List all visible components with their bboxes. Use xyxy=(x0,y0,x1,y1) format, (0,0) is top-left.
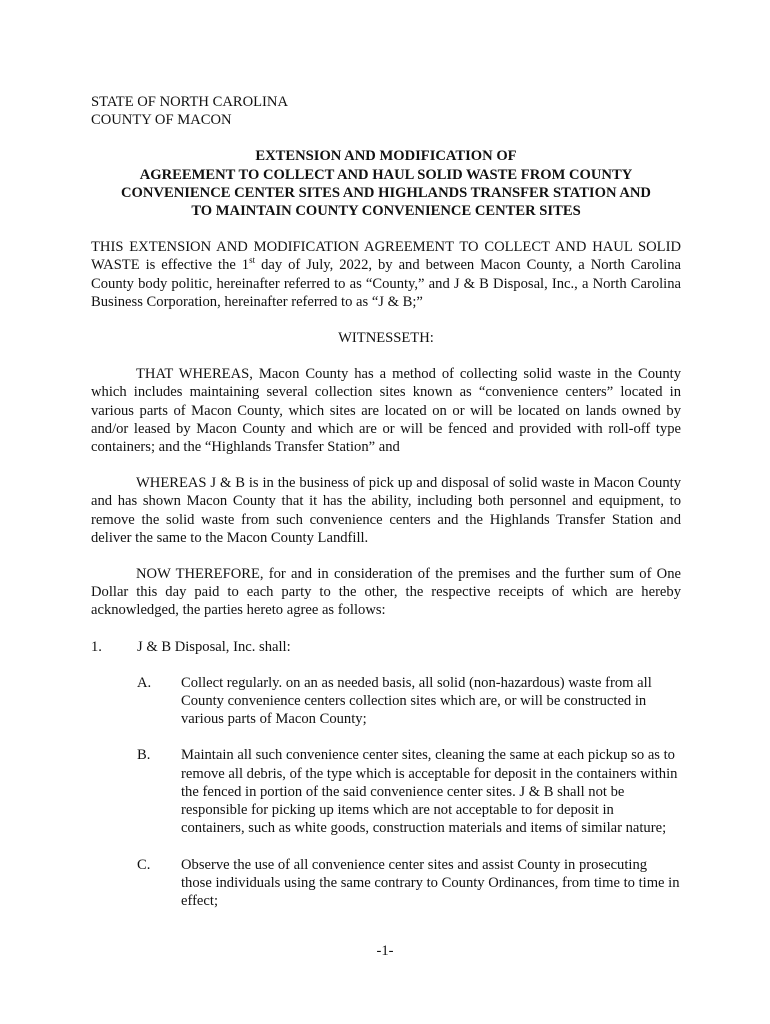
witnesseth-heading: WITNESSETH: xyxy=(338,330,434,347)
state-line: STATE OF NORTH CAROLINA xyxy=(91,94,288,110)
title-line-4: TO MAINTAIN COUNTY CONVENIENCE CENTER SITES xyxy=(191,203,581,220)
item-number: 1. xyxy=(91,638,102,655)
jurisdiction-header xyxy=(91,93,681,129)
subitem-text: Collect regularly. on an as needed basis, all solid (non-hazardous) waste from all County convenience centers collection sites which are, or will be constructed in various parts of Macon County; xyxy=(181,674,652,728)
intro-text-part1: THIS EXTENSION AND MODIFICATION AGREEMENT TO COLLECT AND HAUL SOLID WASTE is effective the 1 xyxy=(91,239,681,274)
whereas-paragraph-2: WHEREAS J & B is in the business of pick up and disposal of solid waste in Macon County and has shown Macon County that it has the ability, including both personnel and equipment, to remove the solid waste from such convenience centers and the Highlands Transfer Station and deliver the same to the Macon County Landfill. xyxy=(91,475,681,546)
subitem-a xyxy=(91,674,681,729)
title-line-1: EXTENSION AND MODIFICATION OF xyxy=(255,148,517,165)
subitem-letter: C. xyxy=(137,856,151,873)
document-title xyxy=(91,147,681,220)
subitem-letter: B. xyxy=(137,747,151,764)
subitem-b xyxy=(91,746,681,837)
intro-superscript: st xyxy=(249,254,256,265)
subitem-text: Observe the use of all convenience center sites and assist County in prosecuting those individuals using the same contrary to County Ordinances, from time to time in effect; xyxy=(181,856,680,909)
whereas-paragraph-1: THAT WHEREAS, Macon County has a method of collecting solid waste in the County which includes maintaining several collection sites known as “convenience centers” located in various parts of Macon County, which sites are located on or will be located on lands owned by and/or leased by Macon County and which are or will be fenced and provided with roll-off type containers; and the “Highlands Transfer Station” and xyxy=(91,366,681,456)
subitem-c xyxy=(91,856,681,911)
page-number: -1- xyxy=(376,943,394,959)
now-therefore-paragraph: NOW THEREFORE, for and in consideration of the premises and the further sum of One Dollar this day paid to each party to the other, the respective receipts of which are hereby acknowledged, the parties hereto agree as follows: xyxy=(91,566,681,619)
item-text: J & B Disposal, Inc. shall: xyxy=(137,638,291,655)
title-line-2: AGREEMENT TO COLLECT AND HAUL SOLID WASTE FROM COUNTY xyxy=(139,166,633,183)
numbered-item-1 xyxy=(91,638,681,656)
document-page xyxy=(91,93,681,910)
intro-paragraph xyxy=(91,238,681,311)
title-line-3: CONVENIENCE CENTER SITES AND HIGHLANDS TRANSFER STATION AND xyxy=(121,184,651,201)
county-line: COUNTY OF MACON xyxy=(91,112,232,129)
subitem-text: Maintain all such convenience center sites, cleaning the same at each pickup so as to remove all debris, of the type which is acceptable for deposit in the containers within the fenced in portion of the said convenience center sites. J & B shall not be responsible for picking up items which are not acceptable to for deposit in containers, such as white goods, construction materials and items of similar nature; xyxy=(181,747,678,837)
subitem-letter: A. xyxy=(137,674,152,691)
intro-text-part2: day of July, 2022, by and between Macon County, a North Carolina County body politic, hereinafter referred to as “County,” and J & B Disposal, Inc., a North Carolina Business Corporation, hereinafter referred to as “J & B;” xyxy=(91,257,681,310)
